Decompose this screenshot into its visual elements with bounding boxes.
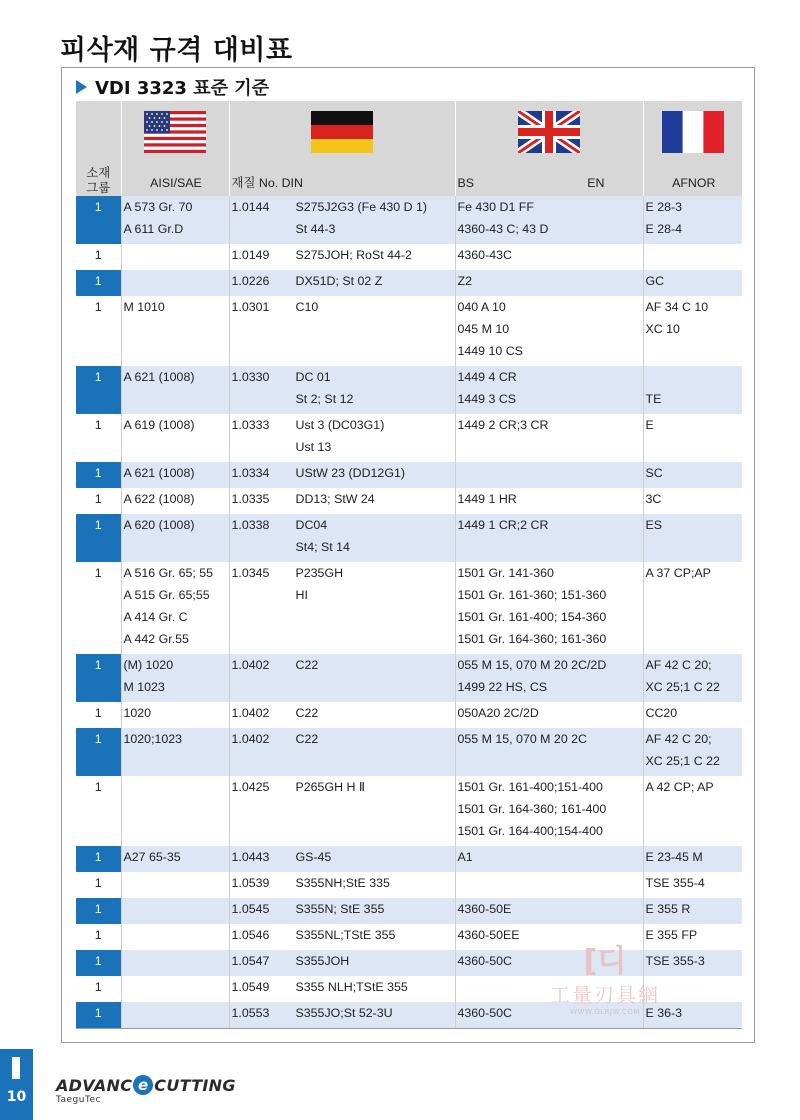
table-row bbox=[76, 366, 742, 414]
cell-material-group bbox=[76, 776, 121, 846]
header-material-group bbox=[76, 101, 121, 196]
cell-material-group bbox=[76, 950, 121, 976]
cell-afnor bbox=[643, 562, 742, 654]
table-row bbox=[76, 270, 742, 296]
cell-din bbox=[229, 196, 455, 244]
group-value: 1 bbox=[94, 566, 102, 580]
table-row bbox=[76, 296, 742, 366]
cell-din bbox=[229, 270, 455, 296]
cell-afnor bbox=[643, 296, 742, 366]
cell-bs-en bbox=[455, 562, 643, 654]
bs-value: 1449 3 CS bbox=[457, 392, 517, 406]
header-bs-label: BS bbox=[457, 176, 475, 190]
din-value: P235GH bbox=[295, 566, 344, 580]
table-row bbox=[76, 654, 742, 702]
din-number: 1.0144 bbox=[231, 200, 270, 214]
watermark-chinese: 工量刃具網 bbox=[550, 983, 660, 1007]
cell-din bbox=[229, 514, 455, 562]
afnor-value: E 28-3 bbox=[645, 200, 683, 214]
din-value: S355 NLH;TStE 355 bbox=[295, 980, 408, 994]
aisi-value: A 414 Gr. C bbox=[123, 610, 188, 624]
cell-aisi bbox=[121, 654, 229, 702]
cell-afnor bbox=[643, 366, 742, 414]
bs-value: 1449 2 CR;3 CR bbox=[457, 418, 549, 432]
aisi-value: A27 65-35 bbox=[123, 850, 181, 864]
cell-afnor bbox=[643, 872, 742, 898]
din-value: C22 bbox=[295, 732, 319, 746]
din-value: St4; St 14 bbox=[295, 540, 350, 554]
brand-sub: TaeguTec bbox=[56, 1095, 101, 1105]
bs-value: 1501 Gr. 161-400; 154-360 bbox=[457, 610, 607, 624]
bs-value: Z2 bbox=[457, 274, 472, 288]
afnor-value: E bbox=[645, 418, 654, 432]
cell-bs-en bbox=[455, 776, 643, 846]
brand-left: ADVANC bbox=[56, 1075, 133, 1095]
cell-afnor bbox=[643, 196, 742, 244]
germany-flag-icon bbox=[311, 111, 373, 153]
din-value: DC04 bbox=[295, 518, 328, 532]
bs-value: 055 M 15, 070 M 20 2C/2D bbox=[457, 658, 607, 672]
aisi-value: A 515 Gr. 65;55 bbox=[123, 588, 210, 602]
bs-value: 4360-43C bbox=[457, 248, 512, 262]
aisi-value: 1020;1023 bbox=[123, 732, 183, 746]
din-number: 1.0402 bbox=[231, 706, 270, 720]
bs-value: 040 A 10 bbox=[457, 300, 506, 314]
brand-e-icon: e bbox=[133, 1075, 153, 1095]
cell-material-group bbox=[76, 462, 121, 488]
cell-aisi bbox=[121, 976, 229, 1002]
aisi-value: M 1010 bbox=[123, 300, 165, 314]
table-row bbox=[76, 462, 742, 488]
aisi-value: A 516 Gr. 65; 55 bbox=[123, 566, 214, 580]
afnor-value: E 23-45 M bbox=[645, 850, 703, 864]
cell-aisi bbox=[121, 776, 229, 846]
bs-value: 1449 1 HR bbox=[457, 492, 517, 506]
bs-value: A1 bbox=[457, 850, 473, 864]
cell-aisi bbox=[121, 244, 229, 270]
din-value: S355N; StE 355 bbox=[295, 902, 385, 916]
table-row bbox=[76, 776, 742, 846]
bs-value: 050A20 2C/2D bbox=[457, 706, 539, 720]
aisi-value: A 442 Gr.55 bbox=[123, 632, 189, 646]
din-value: St 2; St 12 bbox=[295, 392, 354, 406]
cell-material-group bbox=[76, 728, 121, 776]
afnor-value: E 36-3 bbox=[645, 1006, 683, 1020]
cell-afnor bbox=[643, 776, 742, 846]
cell-bs-en bbox=[455, 846, 643, 872]
din-value: Ust 3 (DC03G1) bbox=[295, 418, 385, 432]
group-value: 1 bbox=[94, 850, 102, 864]
afnor-value: CC20 bbox=[645, 706, 678, 720]
cell-material-group bbox=[76, 414, 121, 462]
cell-aisi bbox=[121, 1002, 229, 1029]
cell-aisi bbox=[121, 950, 229, 976]
cell-din bbox=[229, 976, 455, 1002]
cell-bs-en bbox=[455, 414, 643, 462]
din-number: 1.0545 bbox=[231, 902, 270, 916]
din-value: UStW 23 (DD12G1) bbox=[295, 466, 405, 480]
header-aisi-label: AISI/SAE bbox=[150, 176, 202, 190]
bs-value: 1449 10 CS bbox=[457, 344, 523, 358]
table-row bbox=[76, 196, 742, 244]
cell-material-group bbox=[76, 514, 121, 562]
din-value: P265GH H Ⅱ bbox=[295, 780, 365, 794]
cell-din bbox=[229, 654, 455, 702]
cell-bs-en bbox=[455, 898, 643, 924]
cell-din bbox=[229, 244, 455, 270]
din-value: S355JO;St 52-3U bbox=[295, 1006, 393, 1020]
table-row bbox=[76, 488, 742, 514]
din-number: 1.0334 bbox=[231, 466, 270, 480]
bs-value: 1501 Gr. 141-360 bbox=[457, 566, 554, 580]
cell-din bbox=[229, 872, 455, 898]
group-value: 1 bbox=[94, 466, 102, 480]
brand-wordmark bbox=[56, 1075, 236, 1095]
din-number: 1.0226 bbox=[231, 274, 270, 288]
cell-material-group bbox=[76, 702, 121, 728]
bs-value: 1501 Gr. 164-400;154-400 bbox=[457, 824, 603, 838]
afnor-value: XC 25;1 C 22 bbox=[645, 680, 720, 694]
cell-din bbox=[229, 414, 455, 462]
aisi-value: A 622 (1008) bbox=[123, 492, 195, 506]
din-number: 1.0539 bbox=[231, 876, 270, 890]
afnor-value: E 355 R bbox=[645, 902, 691, 916]
cell-bs-en bbox=[455, 872, 643, 898]
din-value: Ust 13 bbox=[295, 440, 332, 454]
group-value: 1 bbox=[94, 274, 102, 288]
cell-din bbox=[229, 296, 455, 366]
aisi-value: A 621 (1008) bbox=[123, 466, 195, 480]
afnor-value: E 355 FP bbox=[645, 928, 698, 942]
cell-afnor bbox=[643, 462, 742, 488]
cell-aisi bbox=[121, 270, 229, 296]
din-number: 1.0335 bbox=[231, 492, 270, 506]
din-value: C22 bbox=[295, 658, 319, 672]
afnor-value: 3C bbox=[645, 492, 662, 506]
bs-value: 1449 1 CR;2 CR bbox=[457, 518, 549, 532]
din-value: C10 bbox=[295, 300, 319, 314]
bs-value: 4360-43 C; 43 D bbox=[457, 222, 549, 236]
cell-material-group bbox=[76, 488, 121, 514]
din-number: 1.0333 bbox=[231, 418, 270, 432]
bs-value: 1501 Gr. 161-400;151-400 bbox=[457, 780, 603, 794]
cell-afnor bbox=[643, 514, 742, 562]
cell-bs-en bbox=[455, 270, 643, 296]
afnor-value: XC 10 bbox=[645, 322, 680, 336]
afnor-value: GC bbox=[645, 274, 665, 288]
din-number: 1.0338 bbox=[231, 518, 270, 532]
afnor-value: SC bbox=[645, 466, 663, 480]
cell-aisi bbox=[121, 366, 229, 414]
cell-aisi bbox=[121, 562, 229, 654]
din-number: 1.0345 bbox=[231, 566, 270, 580]
cell-afnor bbox=[643, 898, 742, 924]
section-title: VDI 3323 표준 기준 bbox=[95, 78, 270, 99]
cell-afnor bbox=[643, 414, 742, 462]
cell-bs-en bbox=[455, 514, 643, 562]
bs-value: 1499 22 HS, CS bbox=[457, 680, 548, 694]
cell-din bbox=[229, 488, 455, 514]
cell-material-group bbox=[76, 562, 121, 654]
cell-din bbox=[229, 728, 455, 776]
cell-material-group bbox=[76, 296, 121, 366]
bs-value: 4360-50C bbox=[457, 954, 512, 968]
din-value: DC 01 bbox=[295, 370, 331, 384]
header-group-line2: 그룹 bbox=[86, 181, 111, 195]
din-number: 1.0553 bbox=[231, 1006, 270, 1020]
din-value: DX51D; St 02 Z bbox=[295, 274, 383, 288]
din-number: 1.0546 bbox=[231, 928, 270, 942]
cell-bs-en bbox=[455, 462, 643, 488]
aisi-value: A 621 (1008) bbox=[123, 370, 195, 384]
cell-bs-en bbox=[455, 654, 643, 702]
chapter-tab bbox=[0, 1049, 33, 1120]
cell-aisi bbox=[121, 846, 229, 872]
cell-bs-en bbox=[455, 196, 643, 244]
group-value: 1 bbox=[94, 658, 102, 672]
din-value: St 44-3 bbox=[295, 222, 336, 236]
group-value: 1 bbox=[94, 248, 102, 262]
din-value: DD13; StW 24 bbox=[295, 492, 375, 506]
cell-bs-en bbox=[455, 244, 643, 270]
cell-material-group bbox=[76, 846, 121, 872]
cell-material-group bbox=[76, 270, 121, 296]
bs-value: 1501 Gr. 161-360; 151-360 bbox=[457, 588, 607, 602]
bs-value: Fe 430 D1 FF bbox=[457, 200, 534, 214]
din-number: 1.0330 bbox=[231, 370, 270, 384]
header-bs-en bbox=[455, 101, 643, 196]
group-value: 1 bbox=[94, 706, 102, 720]
bs-value: 1501 Gr. 164-360; 161-360 bbox=[457, 632, 607, 646]
cell-din bbox=[229, 950, 455, 976]
afnor-value: AF 42 C 20; bbox=[645, 732, 712, 746]
header-en-label: EN bbox=[587, 176, 605, 190]
header-afnor bbox=[643, 101, 742, 196]
chapter-bar bbox=[12, 1057, 20, 1079]
watermark bbox=[540, 945, 670, 1016]
cell-din bbox=[229, 898, 455, 924]
cell-din bbox=[229, 562, 455, 654]
din-value: S275J2G3 (Fe 430 D 1) bbox=[295, 200, 428, 214]
cell-afnor bbox=[643, 488, 742, 514]
afnor-value: ES bbox=[645, 518, 663, 532]
cell-bs-en bbox=[455, 702, 643, 728]
din-value: HI bbox=[295, 588, 308, 602]
cell-material-group bbox=[76, 976, 121, 1002]
cell-din bbox=[229, 462, 455, 488]
aisi-value: A 619 (1008) bbox=[123, 418, 195, 432]
table-row bbox=[76, 728, 742, 776]
cell-material-group bbox=[76, 366, 121, 414]
cell-aisi bbox=[121, 196, 229, 244]
group-value: 1 bbox=[94, 492, 102, 506]
cell-afnor bbox=[643, 244, 742, 270]
din-value: S355JOH bbox=[295, 954, 350, 968]
bs-value: 4360-50EE bbox=[457, 928, 520, 942]
aisi-value: M 1023 bbox=[123, 680, 165, 694]
section-heading bbox=[76, 74, 269, 100]
aisi-value: (M) 1020 bbox=[123, 658, 174, 672]
group-value: 1 bbox=[94, 954, 102, 968]
group-value: 1 bbox=[94, 1006, 102, 1020]
group-value: 1 bbox=[94, 928, 102, 942]
cell-material-group bbox=[76, 1002, 121, 1029]
brand-right: CUTTING bbox=[154, 1075, 236, 1095]
cell-aisi bbox=[121, 488, 229, 514]
group-value: 1 bbox=[94, 876, 102, 890]
afnor-value: AF 34 C 10 bbox=[645, 300, 709, 314]
din-number: 1.0425 bbox=[231, 780, 270, 794]
cell-afnor bbox=[643, 702, 742, 728]
afnor-value: A 42 CP; AP bbox=[645, 780, 714, 794]
cell-material-group bbox=[76, 244, 121, 270]
afnor-value: TSE 355-3 bbox=[645, 954, 705, 968]
din-value: C22 bbox=[295, 706, 319, 720]
group-value: 1 bbox=[94, 902, 102, 916]
header-din-label: 재질 No. DIN bbox=[231, 176, 303, 190]
bs-value: 4360-50E bbox=[457, 902, 512, 916]
din-number: 1.0547 bbox=[231, 954, 270, 968]
cell-material-group bbox=[76, 654, 121, 702]
cell-din bbox=[229, 776, 455, 846]
afnor-value: A 37 CP;AP bbox=[645, 566, 711, 580]
cell-aisi bbox=[121, 728, 229, 776]
bs-value: 055 M 15, 070 M 20 2C bbox=[457, 732, 587, 746]
afnor-value: TE bbox=[645, 392, 662, 406]
aisi-value: A 611 Gr.D bbox=[123, 222, 184, 236]
din-number: 1.0149 bbox=[231, 248, 270, 262]
page-title: 피삭재 규격 대비표 bbox=[60, 35, 293, 66]
cell-din bbox=[229, 924, 455, 950]
header-group-line1: 소재 bbox=[86, 166, 111, 180]
uk-flag-icon bbox=[518, 111, 580, 153]
cell-aisi bbox=[121, 702, 229, 728]
cell-din bbox=[229, 846, 455, 872]
afnor-value bbox=[646, 366, 743, 388]
header-din bbox=[229, 101, 455, 196]
bs-value: 1501 Gr. 164-360; 161-400 bbox=[457, 802, 607, 816]
cell-din bbox=[229, 366, 455, 414]
brand-logo bbox=[56, 1075, 236, 1105]
cell-material-group bbox=[76, 924, 121, 950]
group-value: 1 bbox=[94, 300, 102, 314]
cell-bs-en bbox=[455, 488, 643, 514]
din-number: 1.0549 bbox=[231, 980, 270, 994]
din-number: 1.0443 bbox=[231, 850, 270, 864]
group-value: 1 bbox=[94, 200, 102, 214]
france-flag-icon bbox=[662, 111, 724, 153]
table-body bbox=[76, 196, 742, 1029]
table-row bbox=[76, 244, 742, 270]
cell-afnor bbox=[643, 728, 742, 776]
table-row bbox=[76, 414, 742, 462]
group-value: 1 bbox=[94, 780, 102, 794]
cell-din bbox=[229, 1002, 455, 1029]
din-number: 1.0402 bbox=[231, 732, 270, 746]
din-value: GS-45 bbox=[295, 850, 332, 864]
table-row bbox=[76, 872, 742, 898]
din-number: 1.0301 bbox=[231, 300, 270, 314]
afnor-value: XC 25;1 C 22 bbox=[645, 754, 720, 768]
cell-aisi bbox=[121, 296, 229, 366]
din-number: 1.0402 bbox=[231, 658, 270, 672]
group-value: 1 bbox=[94, 980, 102, 994]
group-value: 1 bbox=[94, 732, 102, 746]
cell-bs-en bbox=[455, 366, 643, 414]
din-value: S355NL;TStE 355 bbox=[295, 928, 396, 942]
usa-flag-icon bbox=[144, 111, 206, 153]
cell-aisi bbox=[121, 462, 229, 488]
cell-afnor bbox=[643, 270, 742, 296]
cell-aisi bbox=[121, 872, 229, 898]
cell-afnor bbox=[643, 654, 742, 702]
cell-aisi bbox=[121, 898, 229, 924]
cell-material-group bbox=[76, 196, 121, 244]
header-afnor-label: AFNOR bbox=[672, 176, 716, 190]
table-row bbox=[76, 514, 742, 562]
cell-aisi bbox=[121, 924, 229, 950]
aisi-value: A 620 (1008) bbox=[123, 518, 195, 532]
triangle-bullet-icon bbox=[76, 80, 87, 94]
bs-value: 1449 4 CR bbox=[457, 370, 517, 384]
afnor-value: E 28-4 bbox=[645, 222, 683, 236]
aisi-value: 1020 bbox=[123, 706, 152, 720]
bs-value: 045 M 10 bbox=[457, 322, 510, 336]
page-number: 10 bbox=[6, 1089, 27, 1105]
cell-bs-en bbox=[455, 728, 643, 776]
cell-afnor bbox=[643, 846, 742, 872]
afnor-value: AF 42 C 20; bbox=[645, 658, 712, 672]
cell-aisi bbox=[121, 414, 229, 462]
cell-bs-en bbox=[455, 296, 643, 366]
din-value: S275JOH; RoSt 44-2 bbox=[295, 248, 412, 262]
table-row bbox=[76, 846, 742, 872]
bs-value: 4360-50C bbox=[457, 1006, 512, 1020]
table-header-row bbox=[76, 101, 742, 196]
table-row bbox=[76, 562, 742, 654]
aisi-value: A 573 Gr. 70 bbox=[123, 200, 193, 214]
group-value: 1 bbox=[94, 418, 102, 432]
afnor-value: TSE 355-4 bbox=[645, 876, 705, 890]
table-row bbox=[76, 702, 742, 728]
cell-material-group bbox=[76, 872, 121, 898]
cell-material-group bbox=[76, 898, 121, 924]
material-comparison-table bbox=[76, 101, 742, 1029]
watermark-mark: [디 bbox=[583, 944, 627, 979]
cell-din bbox=[229, 702, 455, 728]
table-row bbox=[76, 898, 742, 924]
header-aisi bbox=[121, 101, 229, 196]
din-value: S355NH;StE 335 bbox=[295, 876, 390, 890]
cell-aisi bbox=[121, 514, 229, 562]
group-value: 1 bbox=[94, 518, 102, 532]
watermark-url: WWW.GLRJW.COM bbox=[570, 1008, 640, 1016]
group-value: 1 bbox=[94, 370, 102, 384]
